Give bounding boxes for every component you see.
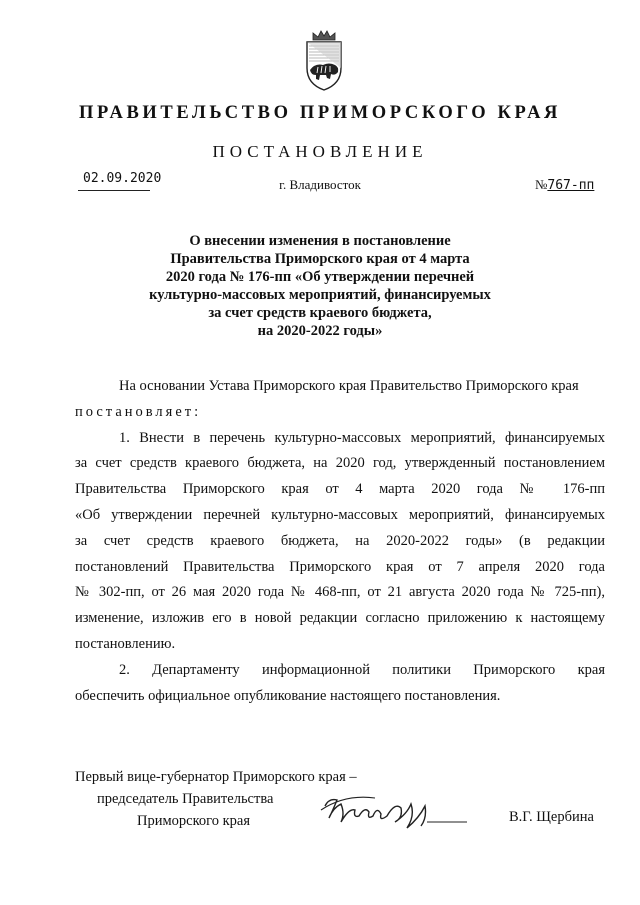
item1-line: постановлений Правительства Приморского края от 7 апреля 2020 года — [75, 558, 605, 575]
document-date: 02.09.2020 — [83, 171, 162, 186]
item1-line: за счет средств краевого бюджета, на 2020 год, утвержденный постановлением — [75, 455, 605, 472]
title-line: 2020 года № 176-пп «Об утверждении перечней — [165, 269, 475, 285]
position-line: председатель Правительства — [97, 791, 274, 807]
item1-line: постановлению. — [75, 635, 176, 652]
number-prefix: № — [535, 177, 548, 192]
document-title — [0, 232, 640, 340]
title-line: Правительства Приморского края от 4 марта — [170, 251, 470, 267]
title-line: за счет средств краевого бюджета, — [208, 305, 432, 321]
title-line: О внесении изменения в постановление — [189, 233, 451, 249]
item2-line: обеспечить официальное опубликование настоящего постановления. — [75, 687, 501, 704]
item1-line: Правительства Приморского края от 4 марта 2020 года № 176-пп — [75, 481, 605, 498]
number-value: 767-пп — [547, 178, 595, 193]
position-line: Первый вице-губернатор Приморского края – — [75, 769, 357, 785]
item1-line: за счет средств краевого бюджета, на 2020-2022 годы» (в редакции — [75, 532, 605, 549]
item1-line: изменение, изложив его в новой редакции согласно приложению к настоящему — [75, 610, 605, 627]
government-name: ПРАВИТЕЛЬСТВО ПРИМОРСКОГО КРАЯ — [78, 103, 561, 123]
signature-icon — [315, 788, 470, 838]
document-city: г. Владивосток — [279, 177, 361, 192]
title-line: на 2020-2022 годы» — [257, 323, 383, 339]
title-line: культурно-массовых мероприятий, финансируемых — [149, 287, 491, 303]
item1-line: № 302-пп, от 26 мая 2020 года № 468-пп, от 21 августа 2020 года № 725-пп), — [75, 584, 605, 601]
signatory-name: В.Г. Щербина — [509, 809, 594, 825]
resolves-word: постановляет: — [75, 403, 202, 420]
document-type: ПОСТАНОВЛЕНИЕ — [212, 142, 428, 161]
item1-line: «Об утверждении перечней культурно-массовых мероприятий, финансируемых — [75, 506, 605, 523]
document-body — [75, 374, 605, 709]
item1-line: 1. Внести в перечень культурно-массовых мероприятий, финансируемых — [119, 429, 605, 446]
coat-of-arms-icon — [301, 30, 347, 92]
document-number — [535, 177, 594, 193]
position-line: Приморского края — [137, 813, 251, 829]
preamble: На основании Устава Приморского края Правительство Приморского края — [119, 378, 579, 394]
item2-line: 2. Департаменту информационной политики Приморского края — [119, 661, 605, 678]
